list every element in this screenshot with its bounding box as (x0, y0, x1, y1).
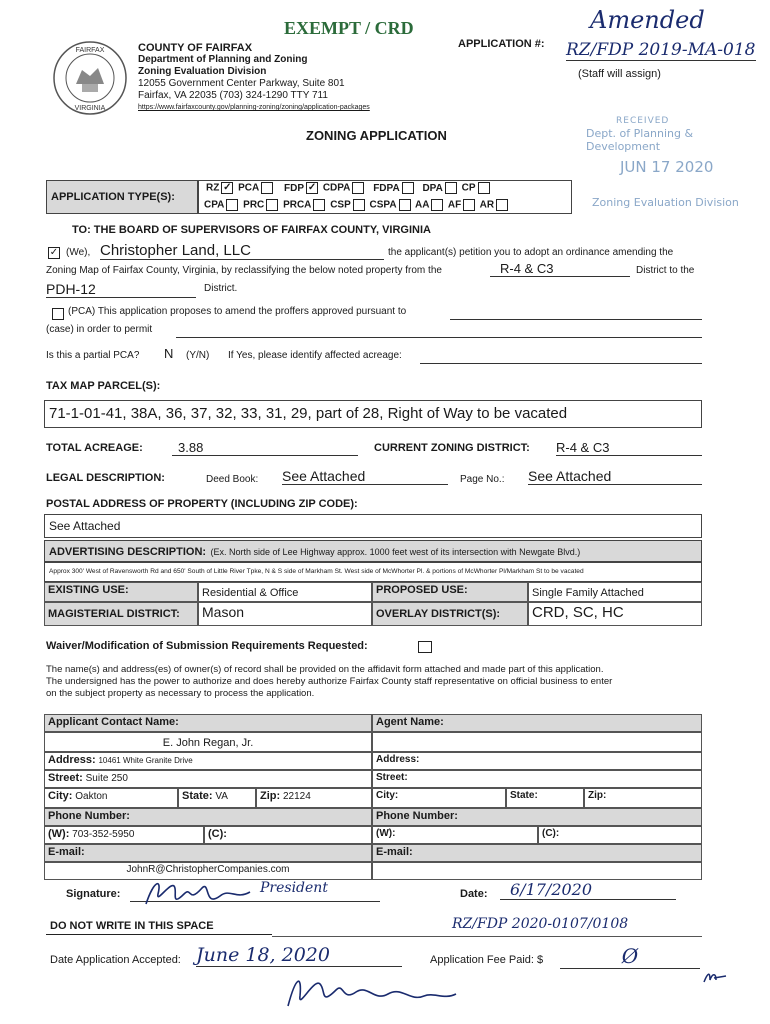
application-type-label: APPLICATION TYPE(S): (46, 180, 198, 214)
applicant-zip-cell: Zip: 22124 (256, 788, 372, 808)
checkbox-pca[interactable] (261, 182, 273, 194)
advertising-header (44, 540, 702, 562)
deed-book-label: Deed Book: (206, 474, 259, 485)
agent-name-label: Agent Name: (372, 714, 702, 732)
pca-checkbox[interactable] (52, 308, 64, 320)
advertising-label: ADVERTISING DESCRIPTION: (49, 546, 207, 558)
waiver-text-3: on the subject property as necessary to process the application. (46, 688, 315, 699)
existing-use[interactable]: Residential & Office (198, 582, 372, 602)
proposed-use[interactable]: Single Family Attached (528, 582, 702, 602)
permit-field[interactable] (176, 336, 702, 338)
staff-signature (284, 966, 464, 1016)
total-acreage[interactable]: 3.88 (172, 440, 358, 456)
checkbox-csp[interactable] (353, 199, 365, 211)
agent-email-label: E-mail: (372, 844, 702, 862)
svg-text:VIRGINIA: VIRGINIA (74, 105, 106, 112)
agent-address-label[interactable]: Address: (372, 752, 702, 770)
org-address: 12055 Government Center Parkway, Suite 801 (138, 78, 345, 89)
to-district[interactable]: PDH-12 (46, 281, 196, 298)
applicant-work-phone[interactable]: 703-352-5950 (72, 829, 135, 840)
application-number: RZ/FDP 2019-MA-018 (566, 40, 756, 60)
pca-text: (PCA) This application proposes to amend the proffers approved pursuant to (68, 306, 407, 317)
page-no-label: Page No.: (460, 474, 505, 485)
application-number-label: APPLICATION #: (458, 38, 545, 50)
applicant-street[interactable]: Suite 250 (85, 773, 128, 784)
agent-state-label[interactable]: State: (506, 788, 584, 808)
applicant-address-row: Address: 10461 White Granite Drive (44, 752, 372, 770)
applicant-contact-label: Applicant Contact Name: (44, 714, 372, 732)
applicant-state[interactable]: VA (215, 791, 228, 802)
overlay-district-label: OVERLAY DISTRICT(S): (372, 602, 528, 626)
applicant-email-label: E-mail: (44, 844, 372, 862)
total-acreage-label: TOTAL ACREAGE: (46, 442, 143, 454)
applicant-email[interactable]: JohnR@ChristopherCompanies.com (44, 862, 372, 880)
stamp-received: RECEIVED (616, 116, 670, 126)
district-text: District. (204, 283, 238, 294)
office-case-number: RZ/FDP 2020-0107/0108 (452, 916, 629, 932)
checkbox-prca[interactable] (313, 199, 325, 211)
proposed-use-label: PROPOSED USE: (372, 582, 528, 602)
org-url[interactable]: https://www.fairfaxcounty.gov/planning-zoning/zoning/application-packages (138, 104, 370, 111)
svg-text:FAIRFAX: FAIRFAX (75, 47, 105, 54)
checkbox-af[interactable] (463, 199, 475, 211)
office-use-rule-right (272, 936, 702, 937)
org-division: Zoning Evaluation Division (138, 66, 267, 77)
we-checkbox[interactable]: ✓ (49, 247, 59, 258)
stamp-date: JUN 17 2020 (620, 158, 714, 176)
checkbox-dpa[interactable] (445, 182, 457, 194)
agent-phone-label: Phone Number: (372, 808, 702, 826)
applicant-city[interactable]: Oakton (75, 791, 108, 802)
fee-amount[interactable]: Ø (560, 944, 700, 969)
checkbox-prc[interactable] (266, 199, 278, 211)
applicant-name[interactable]: Christopher Land, LLC (100, 242, 384, 260)
if-yes-text: If Yes, please identify affected acreage: (228, 350, 402, 361)
waiver-text-1: The name(s) and address(es) of owner(s) of record shall be provided on the affidavit form attached and made part of this application. (46, 664, 604, 675)
org-name: COUNTY OF FAIRFAX (138, 42, 253, 54)
checkbox-cp[interactable] (478, 182, 490, 194)
postal-address-label: POSTAL ADDRESS OF PROPERTY (INCLUDING ZIP CODE): (46, 498, 358, 510)
applicant-signature (140, 874, 260, 914)
agent-email[interactable] (372, 862, 702, 880)
applicant-street-row: Street: Suite 250 (44, 770, 372, 788)
signature-label: Signature: (66, 888, 121, 900)
case-text: (case) in order to permit (46, 324, 153, 335)
checkbox-cpa[interactable] (226, 199, 238, 211)
signature-date[interactable]: 6/17/2020 (500, 880, 676, 900)
org-dept: Department of Planning and Zoning (138, 54, 308, 65)
applicant-city-cell: City: Oakton (44, 788, 178, 808)
affected-acreage-field[interactable] (420, 362, 702, 364)
checkbox-fdpa[interactable] (402, 182, 414, 194)
staff-assign-note: (Staff will assign) (578, 68, 661, 80)
magisterial-district-label: MAGISTERIAL DISTRICT: (44, 602, 198, 626)
tax-map-value[interactable]: 71-1-01-41, 38A, 36, 37, 32, 33, 31, 29, part of 28, Right of Way to be vacated (44, 400, 702, 428)
checkbox-cdpa[interactable] (352, 182, 364, 194)
org-city-phone: Fairfax, VA 22035 (703) 324-1290 TTY 711 (138, 90, 328, 101)
amended-note: Amended (590, 6, 705, 34)
partial-pca-question: Is this a partial PCA? (46, 350, 140, 361)
checkbox-cspa[interactable] (399, 199, 411, 211)
from-district[interactable]: R-4 & C3 (490, 261, 630, 277)
agent-street-label[interactable]: Street: (372, 770, 702, 788)
applicant-c-cell: (C): (204, 826, 372, 844)
tax-map-label: TAX MAP PARCEL(S): (46, 380, 161, 392)
county-seal (52, 40, 128, 116)
postal-address[interactable]: See Attached (44, 514, 702, 538)
zoning-map-text: Zoning Map of Fairfax County, Virginia, by reclassifying the below noted property from the (46, 265, 442, 276)
fee-label: Application Fee Paid: $ (430, 954, 544, 966)
stamp-division: Zoning Evaluation Division (592, 196, 739, 209)
applicant-contact-name[interactable]: E. John Regan, Jr. (44, 732, 372, 752)
waiver-checkbox[interactable] (418, 641, 432, 653)
accepted-date[interactable]: June 18, 2020 (196, 944, 402, 967)
page-no[interactable]: See Attached (528, 468, 702, 485)
applicant-state-cell: State: VA (178, 788, 256, 808)
petition-text: the applicant(s) petition you to adopt an ordinance amending the (388, 247, 674, 258)
stamp-dept: Dept. of Planning & Development (586, 127, 694, 153)
office-use-rule-left (46, 934, 272, 935)
legal-description-label: LEGAL DESCRIPTION: (46, 472, 165, 484)
district-to-text: District to the (636, 265, 695, 276)
current-zoning[interactable]: R-4 & C3 (556, 440, 702, 456)
agent-name[interactable] (372, 732, 702, 752)
accepted-label: Date Application Accepted: (50, 954, 181, 966)
checkbox-fdp[interactable]: ✓ (307, 182, 317, 193)
magisterial-district[interactable]: Mason (198, 602, 372, 626)
partial-pca-answer[interactable]: N (164, 346, 174, 361)
app-type-row1: RZ ✓ PCA FDP ✓ CDPA FDPA DPA CP (206, 182, 492, 194)
date-label: Date: (460, 888, 488, 900)
exempt-label: EXEMPT / CRD (284, 18, 414, 38)
waiver-text-2: The undersigned has the power to authorize and does hereby authorize Fairfax County staff representative on official business to enter (46, 676, 613, 687)
checkbox-rz[interactable]: ✓ (223, 182, 232, 193)
do-not-write-label: DO NOT WRITE IN THIS SPACE (50, 920, 214, 932)
agent-w-label[interactable]: (W): (372, 826, 538, 844)
overlay-district[interactable]: CRD, SC, HC (528, 602, 702, 626)
agent-c-label[interactable]: (C): (538, 826, 702, 844)
app-type-row2: CPA PRC PRCA CSP CSPA AA AF AR (204, 199, 510, 211)
deed-book[interactable]: See Attached (282, 468, 448, 485)
agent-zip-label[interactable]: Zip: (584, 788, 702, 808)
advertising-example: (Ex. North side of Lee Highway approx. 1000 feet west of its intersection with Newgate Blvd.) (210, 547, 581, 557)
current-zoning-label: CURRENT ZONING DISTRICT: (374, 442, 530, 454)
pca-case-field[interactable] (450, 318, 702, 320)
applicant-w-cell: (W): 703-352-5950 (44, 826, 204, 844)
agent-city-label[interactable]: City: (372, 788, 506, 808)
yn-label: (Y/N) (186, 350, 210, 361)
existing-use-label: EXISTING USE: (44, 582, 198, 602)
initials-mark (702, 968, 728, 988)
applicant-address[interactable]: 10461 White Granite Drive (98, 756, 193, 765)
waiver-label: Waiver/Modification of Submission Requirements Requested: (46, 640, 368, 652)
applicant-phone-label: Phone Number: (44, 808, 372, 826)
to-board-heading: TO: THE BOARD OF SUPERVISORS OF FAIRFAX COUNTY, VIRGINIA (72, 224, 431, 236)
we-label: (We), (66, 247, 91, 258)
checkbox-aa[interactable] (431, 199, 443, 211)
page-title: ZONING APPLICATION (306, 128, 447, 143)
advertising-description[interactable]: Approx 300' West of Ravensworth Rd and 650' South of Little River Tpke, N & S side of Markham St. West side of McWhorter Pl. & portions of McWhorter Pl/Markham St to be vacated (44, 562, 702, 582)
applicant-zip[interactable]: 22124 (282, 791, 311, 802)
checkbox-ar[interactable] (496, 199, 508, 211)
signature-title: President (260, 880, 328, 896)
